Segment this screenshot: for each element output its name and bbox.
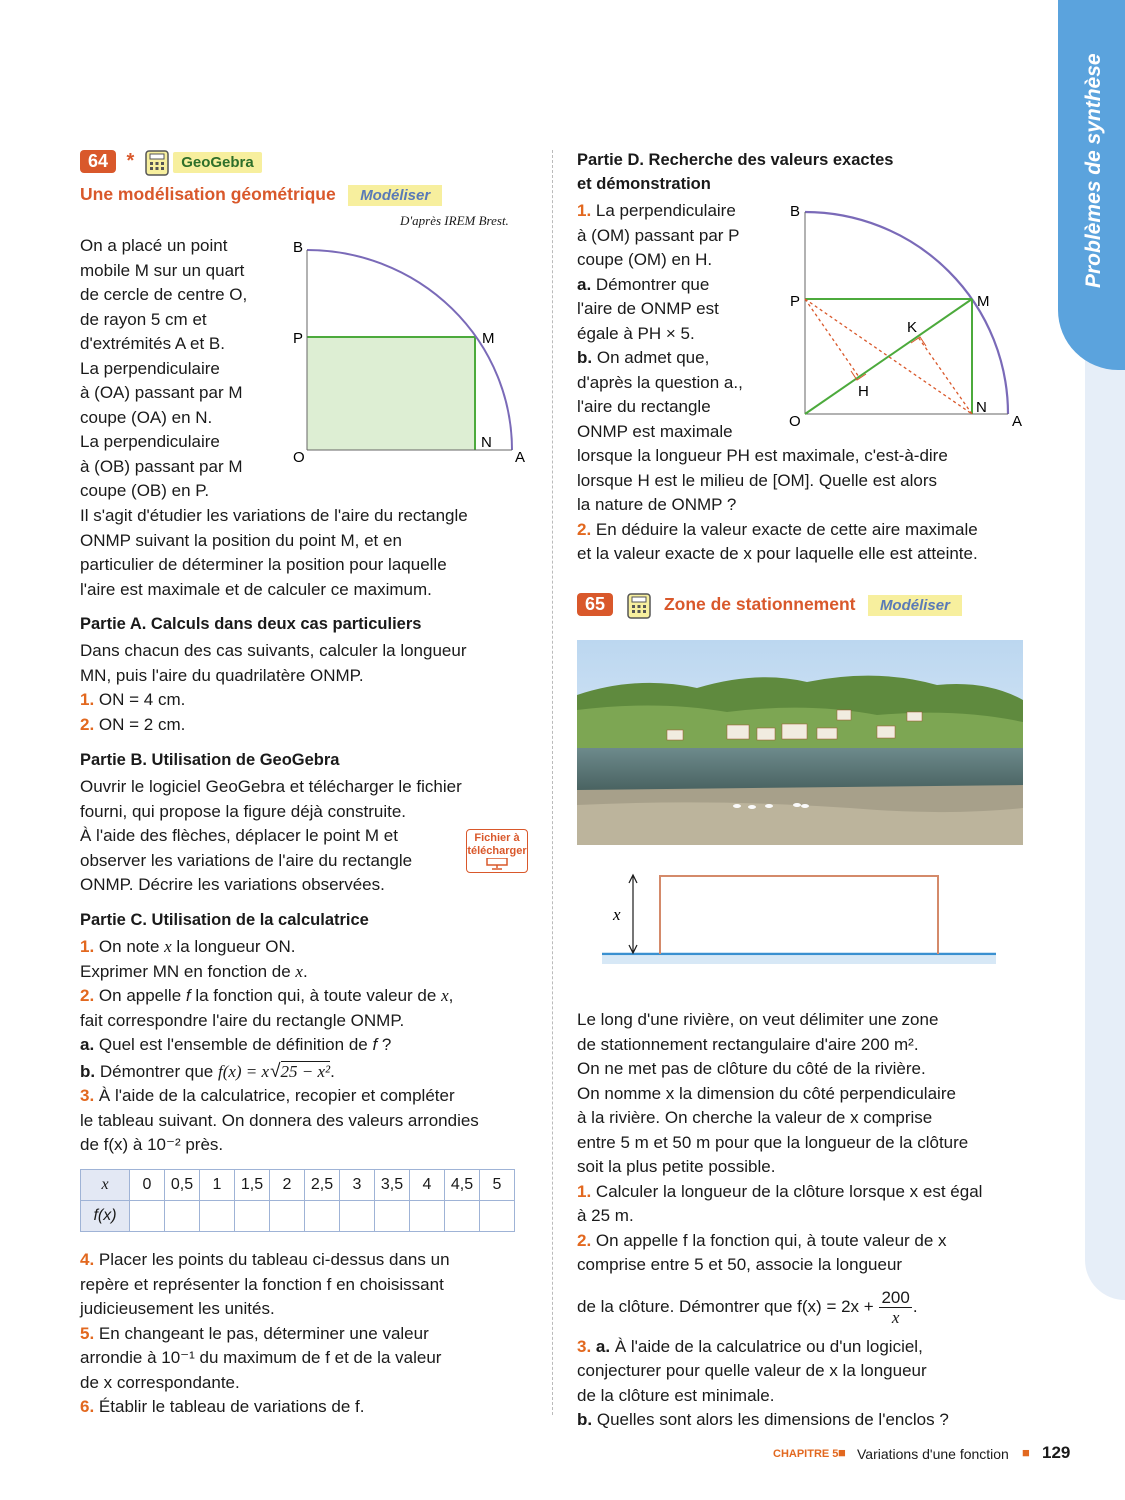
part-d-title: et démonstration (577, 175, 711, 193)
q-text: ON = 2 cm. (98, 714, 186, 734)
download-label: télécharger (467, 845, 527, 857)
calculator-icon (145, 150, 169, 176)
calculator-icon (627, 593, 651, 619)
var-x: x (164, 937, 172, 956)
part-b-line: observer les variations de l'aire du rectangle (80, 850, 413, 870)
part-b-line: fourni, qui propose la figure déjà construite. (80, 801, 407, 821)
table-cell-empty[interactable] (340, 1201, 375, 1232)
sub-number: b. (577, 348, 593, 367)
q-text: ? (377, 1035, 392, 1054)
q-text: de f(x) à 10⁻² près. (80, 1135, 224, 1154)
table-cell-empty[interactable] (165, 1201, 200, 1232)
formula-fx: f(x) = x (217, 1061, 270, 1081)
segment-nk (918, 337, 972, 414)
intro-line: La perpendiculaire (80, 358, 220, 378)
table-header-x: x (81, 1170, 130, 1201)
monitor-icon (485, 858, 509, 870)
q-text: La perpendiculaire (595, 201, 736, 220)
body-line: de stationnement rectangulaire d'aire 200 m². (577, 1034, 919, 1054)
var-f: f (185, 986, 191, 1005)
source-note: D'après IREM Brest. (400, 213, 509, 228)
intro-line: coupe (OB) en P. (80, 481, 210, 500)
intro-line: de cercle de centre O, (80, 285, 248, 304)
table-row-x (81, 1170, 515, 1201)
download-label: Fichier à (474, 832, 520, 844)
q-text: fait correspondre l'aire du rectangle ONMP. (80, 1010, 405, 1030)
intro-full-line: particulier de déterminer la position pour laquelle (80, 555, 447, 574)
q-text: la fonction qui, à toute valeur de (190, 986, 442, 1005)
q-text: Quel est l'ensemble de définition de (98, 1035, 373, 1054)
exercise-title: Une modélisation géométrique (80, 184, 336, 204)
q-text: d'après la question a., (577, 372, 743, 392)
intro-block (80, 234, 300, 504)
q-text: arrondie à 10⁻¹ du maximum de f et de la valeur (80, 1348, 442, 1367)
q-number: 2. (577, 1230, 592, 1250)
table-cell: 0 (130, 1170, 165, 1201)
q-number: 1. (577, 201, 592, 220)
q-text: . (330, 1061, 335, 1081)
q-text: Placer les points du tableau ci-dessus dans un (98, 1250, 450, 1269)
q-text: à (OM) passant par P (577, 225, 740, 245)
river-photo (577, 640, 1023, 845)
q-number: 1. (80, 937, 95, 956)
intro-full-line: ONMP suivant la position du point M, et en (80, 530, 402, 550)
segment-ph (805, 299, 859, 377)
tool-tag: GeoGebra (173, 152, 262, 173)
q-number: 1. (577, 1181, 592, 1201)
skill-tag: Modéliser (868, 595, 962, 616)
radicand: 25 − x² (280, 1061, 331, 1081)
table-cell: 2,5 (305, 1170, 340, 1201)
part-b (80, 748, 540, 898)
part-c-cont (80, 1248, 540, 1420)
q-text: l'aire du rectangle (577, 397, 711, 416)
q-text: égale à PH × 5. (577, 323, 695, 343)
q-text: la nature de ONMP ? (577, 495, 737, 514)
label-m: M (977, 293, 990, 310)
sqrt-sign: √ (270, 1060, 281, 1082)
q-text: Calculer la longueur de la clôture lorsque x est égal (595, 1181, 983, 1201)
part-c (80, 908, 540, 1158)
body-line: On ne met pas de clôture du côté de la rivière. (577, 1059, 926, 1078)
q-text: Établir le tableau de variations de f. (98, 1397, 365, 1416)
intro-line: à (OB) passant par M (80, 456, 243, 476)
exercise-64-title-row (80, 184, 442, 205)
enclosure-diagram (600, 868, 1000, 964)
q-number: 2. (577, 519, 592, 539)
table-cell: 3 (340, 1170, 375, 1201)
part-d-left (577, 199, 777, 444)
table-cell: 1,5 (235, 1170, 270, 1201)
fence (660, 876, 938, 954)
part-b-title: Partie B. Utilisation de GeoGebra (80, 751, 340, 769)
table-cell: 4 (410, 1170, 445, 1201)
q-text: Exprimer MN en fonction de (80, 961, 296, 981)
q-number: 6. (80, 1397, 95, 1416)
sub-number: a. (80, 1035, 95, 1054)
skill-tag: Modéliser (348, 185, 442, 206)
q-text: conjecturer pour quelle valeur de x la longueur (577, 1361, 927, 1380)
label-k: K (907, 319, 918, 336)
q-text: ON = 4 cm. (98, 690, 186, 709)
exercise-65-header (577, 593, 1047, 619)
intro-full-line: Il s'agit d'étudier les variations de l'aire du rectangle (80, 506, 468, 525)
table-cell: 3,5 (375, 1170, 410, 1201)
intro-line: d'extrémités A et B. (80, 334, 225, 353)
body-line: Le long d'une rivière, on veut délimiter une zone (577, 1010, 939, 1029)
arc-ab (805, 212, 1008, 414)
quarter-circle-figure (285, 232, 535, 472)
part-a-line: Dans chacun des cas suivants, calculer la longueur (80, 641, 467, 660)
q-text: . (302, 961, 308, 981)
table-cell-empty[interactable] (200, 1201, 235, 1232)
table-row-fx (81, 1201, 515, 1232)
q-number: 4. (80, 1250, 95, 1269)
exercise-64-header (80, 150, 540, 176)
table-cell: 5 (480, 1170, 515, 1201)
exercise-number: 65 (577, 593, 613, 616)
q-number: 3. (577, 1336, 592, 1356)
table-cell-empty[interactable] (480, 1201, 515, 1232)
q-number: 3. (80, 1086, 95, 1105)
river-water (602, 956, 996, 964)
difficulty-star: * (126, 150, 135, 173)
var-x: x (441, 986, 449, 1005)
body-line: entre 5 m et 50 m pour que la longueur de la clôture (577, 1132, 969, 1152)
table-cell: 0,5 (165, 1170, 200, 1201)
fraction-numerator: 200 (881, 1287, 910, 1307)
body-line: soit la plus petite possible. (577, 1157, 776, 1176)
exercise-65-body (577, 1008, 1047, 1433)
q-text: , (448, 986, 454, 1005)
label-n: N (976, 399, 987, 416)
label-b: B (790, 203, 801, 220)
intro-line: mobile M sur un quart (80, 260, 245, 280)
intro-line: On a placé un point (80, 236, 228, 255)
label-h: H (858, 383, 869, 400)
label-x: x (613, 905, 621, 924)
q-text: comprise entre 5 et 50, associe la longueur (577, 1255, 903, 1274)
q-text: lorsque la longueur PH est maximale, c'est-à-dire (577, 446, 948, 465)
q-text: à 25 m. (577, 1206, 634, 1225)
page-number: 129 (1042, 1443, 1071, 1462)
intro-line: à (OA) passant par M (80, 383, 243, 402)
q-text: et la valeur exacte de x pour laquelle elle est atteinte. (577, 544, 978, 563)
download-file-button[interactable] (466, 829, 528, 873)
table-header-fx: f(x) (81, 1201, 130, 1232)
fraction-denominator: x (891, 1307, 900, 1327)
part-c-title: Partie C. Utilisation de la calculatrice (80, 911, 369, 929)
quarter-circle-figure-2 (783, 200, 1033, 432)
q-text: Quelles sont alors les dimensions de l'enclos ? (596, 1410, 949, 1429)
q-text: On admet que, (596, 348, 710, 367)
body-line: à la rivière. On cherche la valeur de x comprise (577, 1108, 933, 1127)
q-text: On note (98, 937, 165, 956)
label-a: A (515, 449, 526, 466)
q-text: . (912, 1296, 918, 1316)
sub-number: b. (577, 1410, 593, 1429)
table-cell: 1 (200, 1170, 235, 1201)
exercise-number: 64 (80, 150, 116, 173)
q-text: En changeant le pas, déterminer une valeur (98, 1323, 429, 1343)
q-text: Démontrer que (595, 274, 710, 294)
part-a-title: Partie A. Calculs dans deux cas particuliers (80, 615, 422, 633)
var-f: f (372, 1035, 378, 1054)
q-text: de x correspondante. (80, 1372, 240, 1392)
sub-number: a. (595, 1336, 611, 1356)
part-b-line: ONMP. Décrire les variations observées. (80, 875, 385, 894)
label-m: M (482, 330, 495, 347)
q-text: de la clôture est minimale. (577, 1385, 775, 1405)
table-cell-empty[interactable] (410, 1201, 445, 1232)
body-line: On nomme x la dimension du côté perpendiculaire (577, 1083, 956, 1103)
q-text: Démontrer que (99, 1061, 218, 1081)
q-text: le tableau suivant. On donnera des valeurs arrondies (80, 1110, 479, 1130)
label-o: O (789, 413, 801, 430)
label-a: A (1012, 413, 1023, 430)
side-band (1085, 300, 1125, 1300)
table-cell-empty[interactable] (445, 1201, 480, 1232)
q-text: lorsque H est le milieu de [OM]. Quelle est alors (577, 470, 937, 490)
side-tab-label: Problèmes de synthèse (1082, 53, 1105, 288)
sub-number: a. (577, 274, 592, 294)
part-b-line: À l'aide des flèches, déplacer le point M et (80, 826, 398, 845)
q-text: On appelle f la fonction qui, à toute valeur de x (595, 1230, 947, 1250)
q-text: On appelle (98, 986, 186, 1005)
intro-full (80, 504, 540, 602)
q-text: judicieusement les unités. (80, 1299, 275, 1318)
intro-line: coupe (OA) en N. (80, 407, 213, 427)
q-number: 2. (80, 714, 95, 734)
q-text: coupe (OM) en H. (577, 250, 713, 269)
label-o: O (293, 449, 305, 466)
table-cell-empty[interactable] (375, 1201, 410, 1232)
var-x: x (295, 961, 303, 981)
part-d-title: Partie D. Recherche des valeurs exactes (577, 151, 894, 169)
label-p: P (790, 293, 801, 310)
sub-number: b. (80, 1061, 96, 1081)
q-text: À l'aide de la calculatrice ou d'un logiciel, (614, 1336, 923, 1356)
q-number: 1. (80, 690, 95, 709)
label-p: P (293, 330, 304, 347)
label-b: B (293, 239, 304, 256)
footer-separator: ■ (838, 1445, 846, 1460)
q-text: la longueur ON. (171, 937, 296, 956)
q-number: 5. (80, 1323, 95, 1343)
column-divider (552, 150, 553, 1415)
label-n: N (481, 434, 492, 451)
table-cell-empty[interactable] (235, 1201, 270, 1232)
table-cell: 4,5 (445, 1170, 480, 1201)
footer-chapter: CHAPITRE 5 (773, 1448, 839, 1460)
footer-separator: ■ (1022, 1445, 1030, 1460)
table-cell-empty[interactable] (305, 1201, 340, 1232)
q-text: l'aire de ONMP est (577, 299, 719, 318)
table-cell-empty[interactable] (130, 1201, 165, 1232)
intro-full-line: l'aire est maximale et de calculer ce maximum. (80, 579, 432, 599)
intro-line: La perpendiculaire (80, 432, 220, 451)
table-cell: 2 (270, 1170, 305, 1201)
part-d-header (577, 148, 1047, 196)
q-text: En déduire la valeur exacte de cette aire maximale (595, 519, 978, 539)
values-table (80, 1169, 515, 1232)
intro-line: de rayon 5 cm et (80, 309, 207, 329)
fraction (879, 1288, 911, 1327)
q-number: 2. (80, 986, 95, 1005)
rectangle-onmp (307, 337, 475, 450)
part-a-line: MN, puis l'aire du quadrilatère ONMP. (80, 665, 364, 685)
q-text: repère et représenter la fonction f en choisissant (80, 1274, 444, 1294)
table-cell-empty[interactable] (270, 1201, 305, 1232)
exercise-title: Zone de stationnement (663, 594, 856, 615)
footer-title: Variations d'une fonction (857, 1446, 1009, 1462)
q-text: de la clôture. Démontrer que f(x) = 2x + (577, 1296, 874, 1316)
part-a (80, 612, 540, 737)
sqrt-expr (270, 1060, 330, 1085)
q-text: ONMP est maximale (577, 421, 733, 441)
part-b-line: Ouvrir le logiciel GeoGebra et télécharger le fichier (80, 777, 462, 796)
q-text: À l'aide de la calculatrice, recopier et compléter (98, 1086, 455, 1105)
part-d-full (577, 444, 1047, 567)
